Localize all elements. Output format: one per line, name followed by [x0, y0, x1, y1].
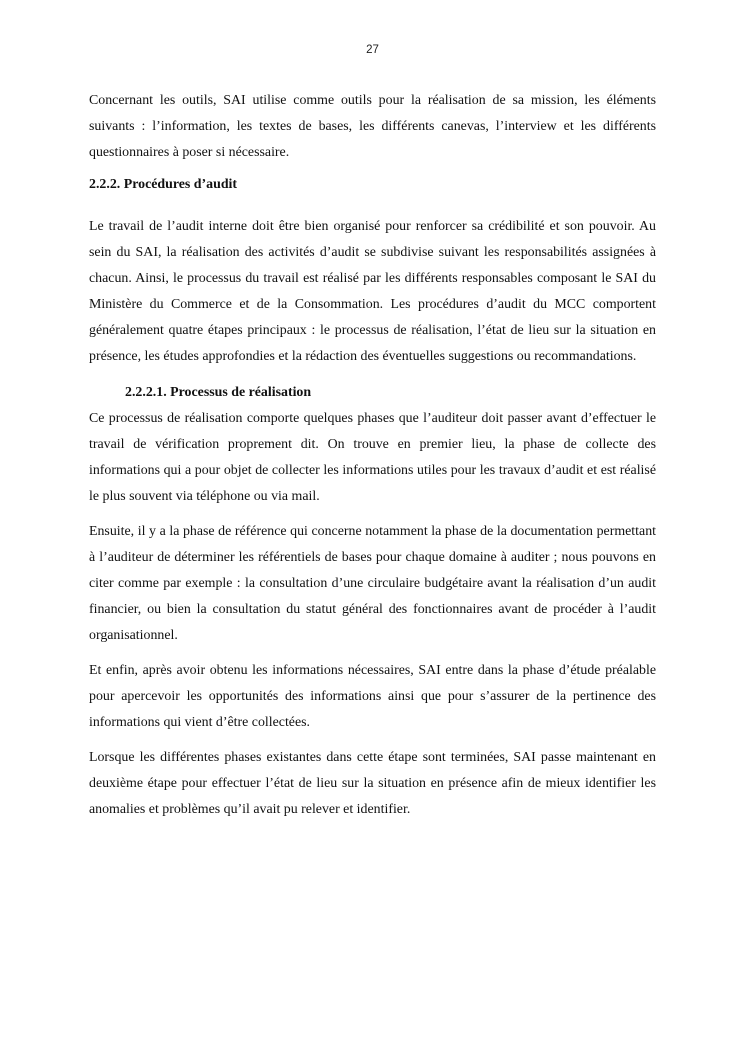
subsection-heading-processus-realisation: 2.2.2.1. Processus de réalisation	[125, 385, 312, 400]
page-body	[89, 88, 656, 823]
page-number: 27	[366, 44, 379, 56]
section-heading-procedures-audit: 2.2.2. Procédures d’audit	[89, 177, 238, 192]
paragraph-lorsque: Lorsque les différentes phases existantes dans cette étape sont terminées, SAI passe maintenant en deuxième étape pour effectuer l’état de lieu sur la situation en présence afin de mieux identifier les anomalies et problèmes qu’il avait pu relever et identifier.	[89, 750, 656, 817]
paragraph-processus: Ce processus de réalisation comporte quelques phases que l’auditeur doit passer avant d’effectuer le travail de vérification proprement dit. On trouve en premier lieu, la phase de collecte des informations qui a pour objet de collecter les informations utiles pour les travaux d’audit et est réalisé le plus souvent via téléphone ou via mail.	[89, 411, 656, 504]
paragraph-travail-audit: Le travail de l’audit interne doit être bien organisé pour renforcer sa crédibilité et son pouvoir. Au sein du SAI, la réalisation des activités d’audit se subdivise suivant les responsabilités assignées à chacun. Ainsi, le processus du travail est réalisé par les différents responsables composant le SAI du Ministère du Commerce et de la Consommation. Les procédures d’audit du MCC comportent généralement quatre étapes principaux : le processus de réalisation, l’état de lieu sur la situation en présence, les études approfondies et la rédaction des éventuelles suggestions ou recommandations.	[89, 219, 656, 364]
paragraph-ensuite: Ensuite, il y a la phase de référence qui concerne notamment la phase de la documentation permettant à l’auditeur de déterminer les référentiels de bases pour chaque domaine à auditer ; nous pouvons en citer comme par exemple : la consultation d’une circulaire budgétaire avant la réalisation d’un audit financier, ou bien la consultation du statut général des fonctionnaires avant de procéder à l’audit organisationnel.	[89, 524, 656, 643]
paragraph-outils: Concernant les outils, SAI utilise comme outils pour la réalisation de sa mission, les éléments suivants : l’information, les textes de bases, les différents canevas, l’interview et les différents questionnaires à poser si nécessaire.	[89, 93, 656, 160]
paragraph-enfin: Et enfin, après avoir obtenu les informations nécessaires, SAI entre dans la phase d’étude préalable pour apercevoir les opportunités des informations ainsi que pour s’assurer de la pertinence des informations qui vient d’être collectées.	[89, 663, 656, 730]
